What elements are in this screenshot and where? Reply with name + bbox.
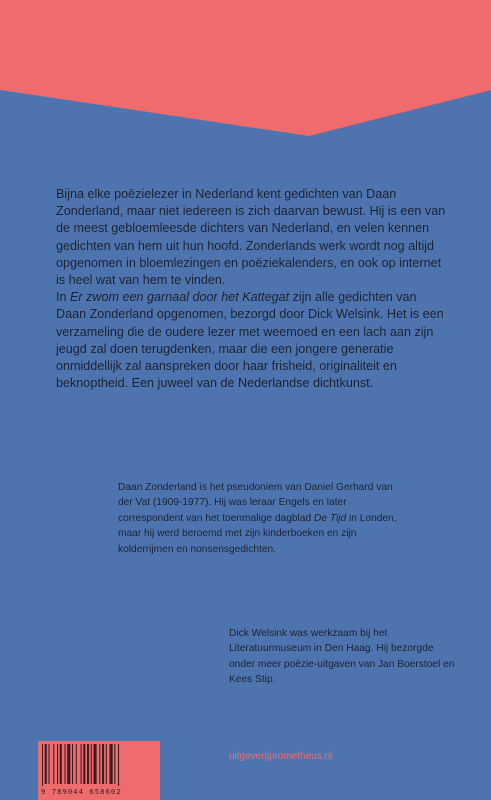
blurb-paragraph-2-prefix: In [56,290,71,305]
book-title: Er zwom een garnaal door het Kattegat [70,290,290,305]
back-cover-blurb [56,186,446,392]
author-bio-after: in Londen, maar hij werd beroemd met zijn kinderboeken en zijn kolderrijmen en nonsensgedichten. [118,512,397,555]
author-bio-text [118,480,408,557]
top-chevron-band [0,0,491,140]
chevron-shape [0,0,491,136]
blurb-paragraph-1: Bijna elke poëzielezer in Nederland kent gedichten van Daan Zonderland, maar niet iedereen is zich daarvan bewust. Hij is een van de meest gebloemleesde dichters van Nederland, en velen kennen gedichten van hem uit hun hoofd. Zonderlands werk wordt nog altijd opgenomen in bloemlezingen en poëziekalenders, en ook op internet is heel wat van hem te vinden. [56,187,446,288]
editor-bio-text: Dick Welsink was werkzaam bij het Literatuurmuseum in Den Haag. Hij bezorgde onder meer poëzie-uitgaven van Jan Boerstoel en Kees Stip. [229,628,455,686]
publisher-url[interactable]: uitgeverijprometheus.nl [229,751,333,762]
barcode-bars-icon [41,744,157,786]
editor-bio [229,626,459,688]
blurb-paragraph-2-rest: zijn alle gedichten van Daan Zonderland opgenomen, bezorgd door Dick Welsink. Het is een verzameling die de oudere lezer met weemoed en een lach aan zijn jeugd zal doen terugdenken, maar die een jongere generatie onmiddellijk zal aanspreken door haar frisheid, originaliteit en beknoptheid. Een juweel van de Nederlandse dichtkunst. [56,290,444,391]
author-bio [118,480,408,557]
isbn-barcode [38,741,160,800]
blurb-paragraph-2 [56,289,446,392]
newspaper-name: De Tijd [313,512,347,524]
author-bio-before: Daan Zonderland is het pseudoniem van Daniel Gerhard van der Vat (1909-1977). Hij was leraar Engels en later correspondent van het toenmalige dagblad [118,482,393,524]
isbn-number: 9 789044 658602 [41,787,122,796]
